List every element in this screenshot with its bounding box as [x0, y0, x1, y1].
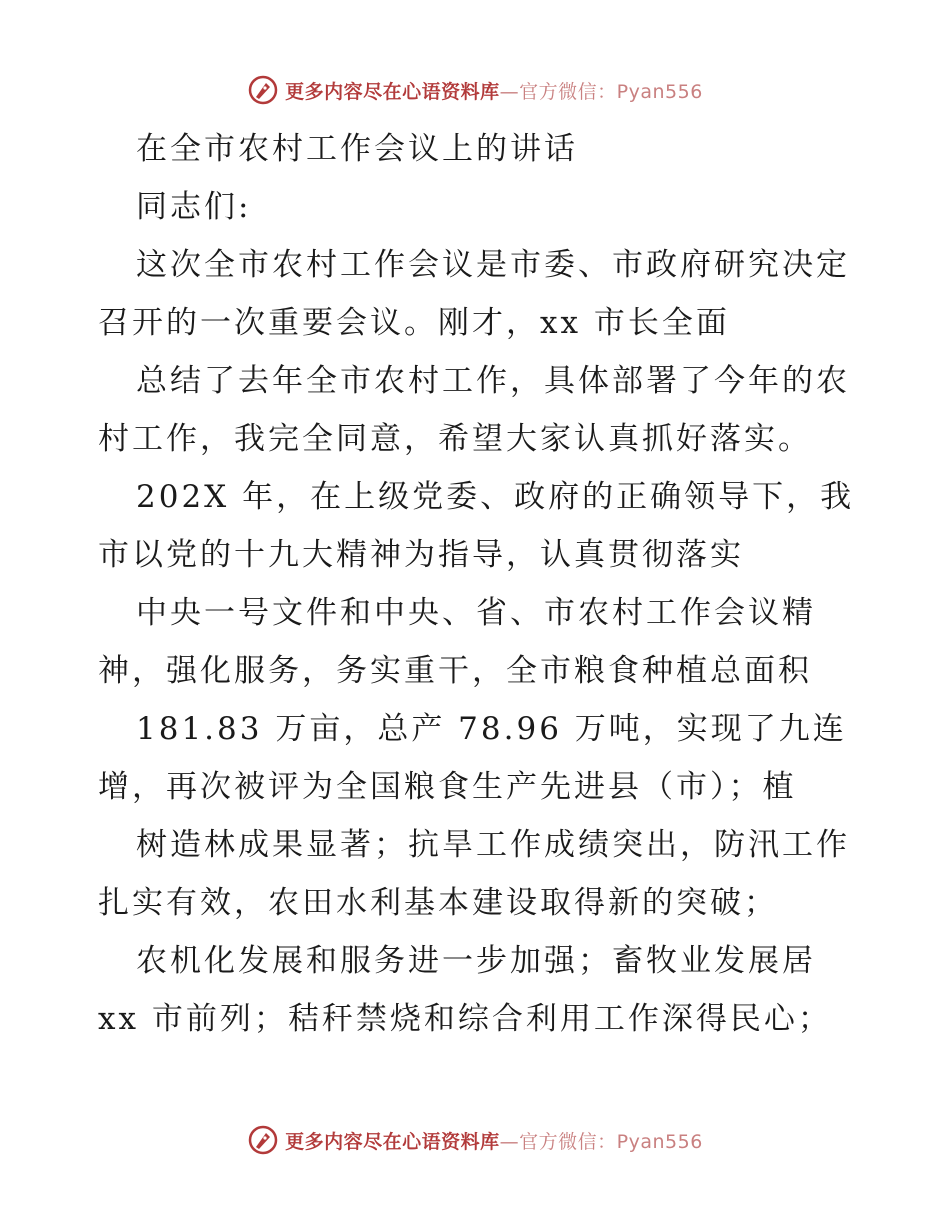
- text-line: 召开的一次重要会议。刚才，xx 市长全面: [98, 305, 730, 341]
- watermark-footer: [0, 1120, 950, 1160]
- text-line: 神，强化服务，务实重干，全市粮食种植总面积: [98, 653, 812, 689]
- text-line: 这次全市农村工作会议是市委、市政府研究决定: [136, 247, 850, 283]
- text-line: 扎实有效，农田水利基本建设取得新的突破；: [98, 885, 778, 921]
- text-line: 总结了去年全市农村工作，具体部署了今年的农: [136, 363, 850, 399]
- watermark-text: [285, 1127, 703, 1154]
- text-line: 市以党的十九大精神为指导，认真贯彻落实: [98, 537, 744, 573]
- watermark-text: [285, 77, 703, 104]
- text-line: 树造林成果显著；抗旱工作成绩突出，防汛工作: [136, 827, 850, 863]
- salutation: 同志们:: [136, 189, 252, 225]
- watermark-dash: —: [499, 80, 520, 103]
- watermark-main: 更多内容尽在心语资料库: [285, 1130, 500, 1153]
- text-line: 增，再次被评为全国粮食生产先进县（市）；植: [98, 769, 797, 805]
- text-line: 中央一号文件和中央、省、市农村工作会议精: [136, 595, 816, 631]
- watermark-wechat: 官方微信：Pyan556: [519, 1130, 703, 1153]
- text-line: 村工作，我完全同意，希望大家认真抓好落实。: [98, 421, 812, 457]
- text-line: 202X 年，在上级党委、政府的正确领导下，我: [136, 479, 855, 515]
- text-line: 农机化发展和服务进一步加强；畜牧业发展居: [136, 943, 816, 979]
- watermark-header: [0, 70, 950, 110]
- document-title: 在全市农村工作会议上的讲话: [136, 131, 578, 167]
- watermark-wechat: 官方微信：Pyan556: [519, 80, 703, 103]
- text-line: xx 市前列；秸秆禁烧和综合利用工作深得民心；: [98, 1001, 832, 1037]
- pen-nib-logo-icon: [247, 74, 279, 106]
- text-line: 181.83 万亩，总产 78.96 万吨，实现了九连: [136, 711, 847, 747]
- watermark-main: 更多内容尽在心语资料库: [285, 80, 500, 103]
- pen-nib-logo-icon: [247, 1124, 279, 1156]
- watermark-dash: —: [499, 1130, 520, 1153]
